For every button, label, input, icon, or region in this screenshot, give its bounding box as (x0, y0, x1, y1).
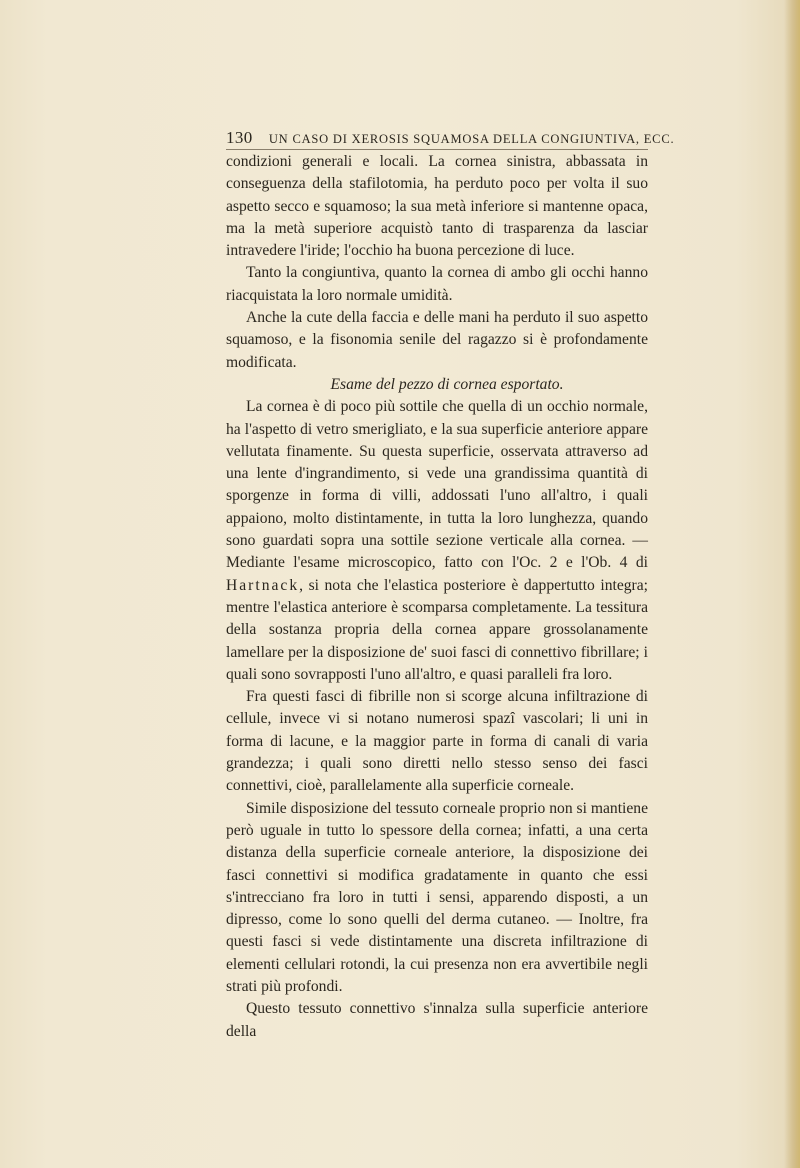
author-name: Hartnack (226, 576, 300, 594)
paragraph-last-line: Questo tessuto connettivo s'innalza sulla superficie anteriore della (226, 1000, 648, 1040)
paragraph: Simile disposizione del tessuto corneale proprio non si mantiene però uguale in tutto lo spessore della cornea; infatti, a una certa distanza della superficie corneale anteriore, la disposizione dei fasci connettivi si modifica gradatamente in quanto che essi s'intrecciano fra loro in tutti i sensi, apparendo disposti, a un dipresso, come lo sono quelli del derma cutaneo. — Inoltre, fra questi fasci si vede distintamente una discreta infiltrazione di elementi cellulari rotondi, la cui presenza non era avvertibile negli strati più profondi. (226, 799, 648, 995)
body-text (226, 151, 648, 1043)
section-title: Esame del pezzo di cornea esportato. (330, 375, 564, 393)
page-edge-shadow (784, 0, 800, 1168)
paragraph: Anche la cute della faccia e delle mani ha perduto il suo aspetto squamoso, e la fisonomia senile del ragazzo si è profondamente modificata. (226, 309, 648, 371)
running-title: UN CASO DI XEROSIS SQUAMOSA DELLA CONGIUNTIVA, ECC. (268, 132, 675, 146)
paragraph-continued: condizioni generali e locali. La cornea sinistra, abbassata in conseguenza della stafilotomia, ha perduto poco per volta il suo aspetto secco e squamoso; la sua metà inferiore si mantenne opaca, ma la metà superiore acquistò tanto di trasparenza da lasciar intravedere l'iride; l'occhio ha buona percezione di luce. (226, 153, 648, 260)
paragraph-text: , si nota che l'elastica posteriore è dappertutto integra; mentre l'elastica anteriore è scomparsa completamente. La tessitura della sostanza propria della cornea appare grossolanamente lamellare per la disposizione de' suoi fasci di connettivo fibrillare; i quali sono sovrapposti l'uno all'altro, e quasi paralleli fra loro. (226, 576, 648, 683)
paragraph-examination (226, 396, 648, 686)
running-head (226, 128, 696, 150)
paragraph: Tanto la congiuntiva, quanto la cornea di ambo gli occhi hanno riacquistata la loro normale umidità. (226, 264, 648, 304)
header-rule (226, 149, 648, 150)
paragraph: Fra questi fasci di fibrille non si scorge alcuna infiltrazione di cellule, invece vi si notano numerosi spazî vascolari; li uni in forma di lacune, e la maggior parte in forma di canali di varia grandezza; i quali sono diretti nello stesso senso dei fasci connettivi, cioè, parallelamente alla superficie corneale. (226, 688, 648, 795)
paragraph-text: La cornea è di poco più sottile che quella di un occhio normale, ha l'aspetto di vetro smerigliato, e la sua superficie anteriore appare vellutata finamente. Su questa superficie, osservata attraverso ad una lente d'ingrandimento, si vede una grandissima quantità di sporgenze in forma di villi, addossati l'uno all'altro, i quali appaiono, molto distintamente, in tutta la loro lunghezza, quando sono guardati sopra una sottile sezione verticale alla cornea. — Mediante l'esame microscopico, fatto con l'Oc. 2 e l'Ob. 4 di (226, 398, 648, 572)
page-number: 130 (226, 128, 253, 147)
